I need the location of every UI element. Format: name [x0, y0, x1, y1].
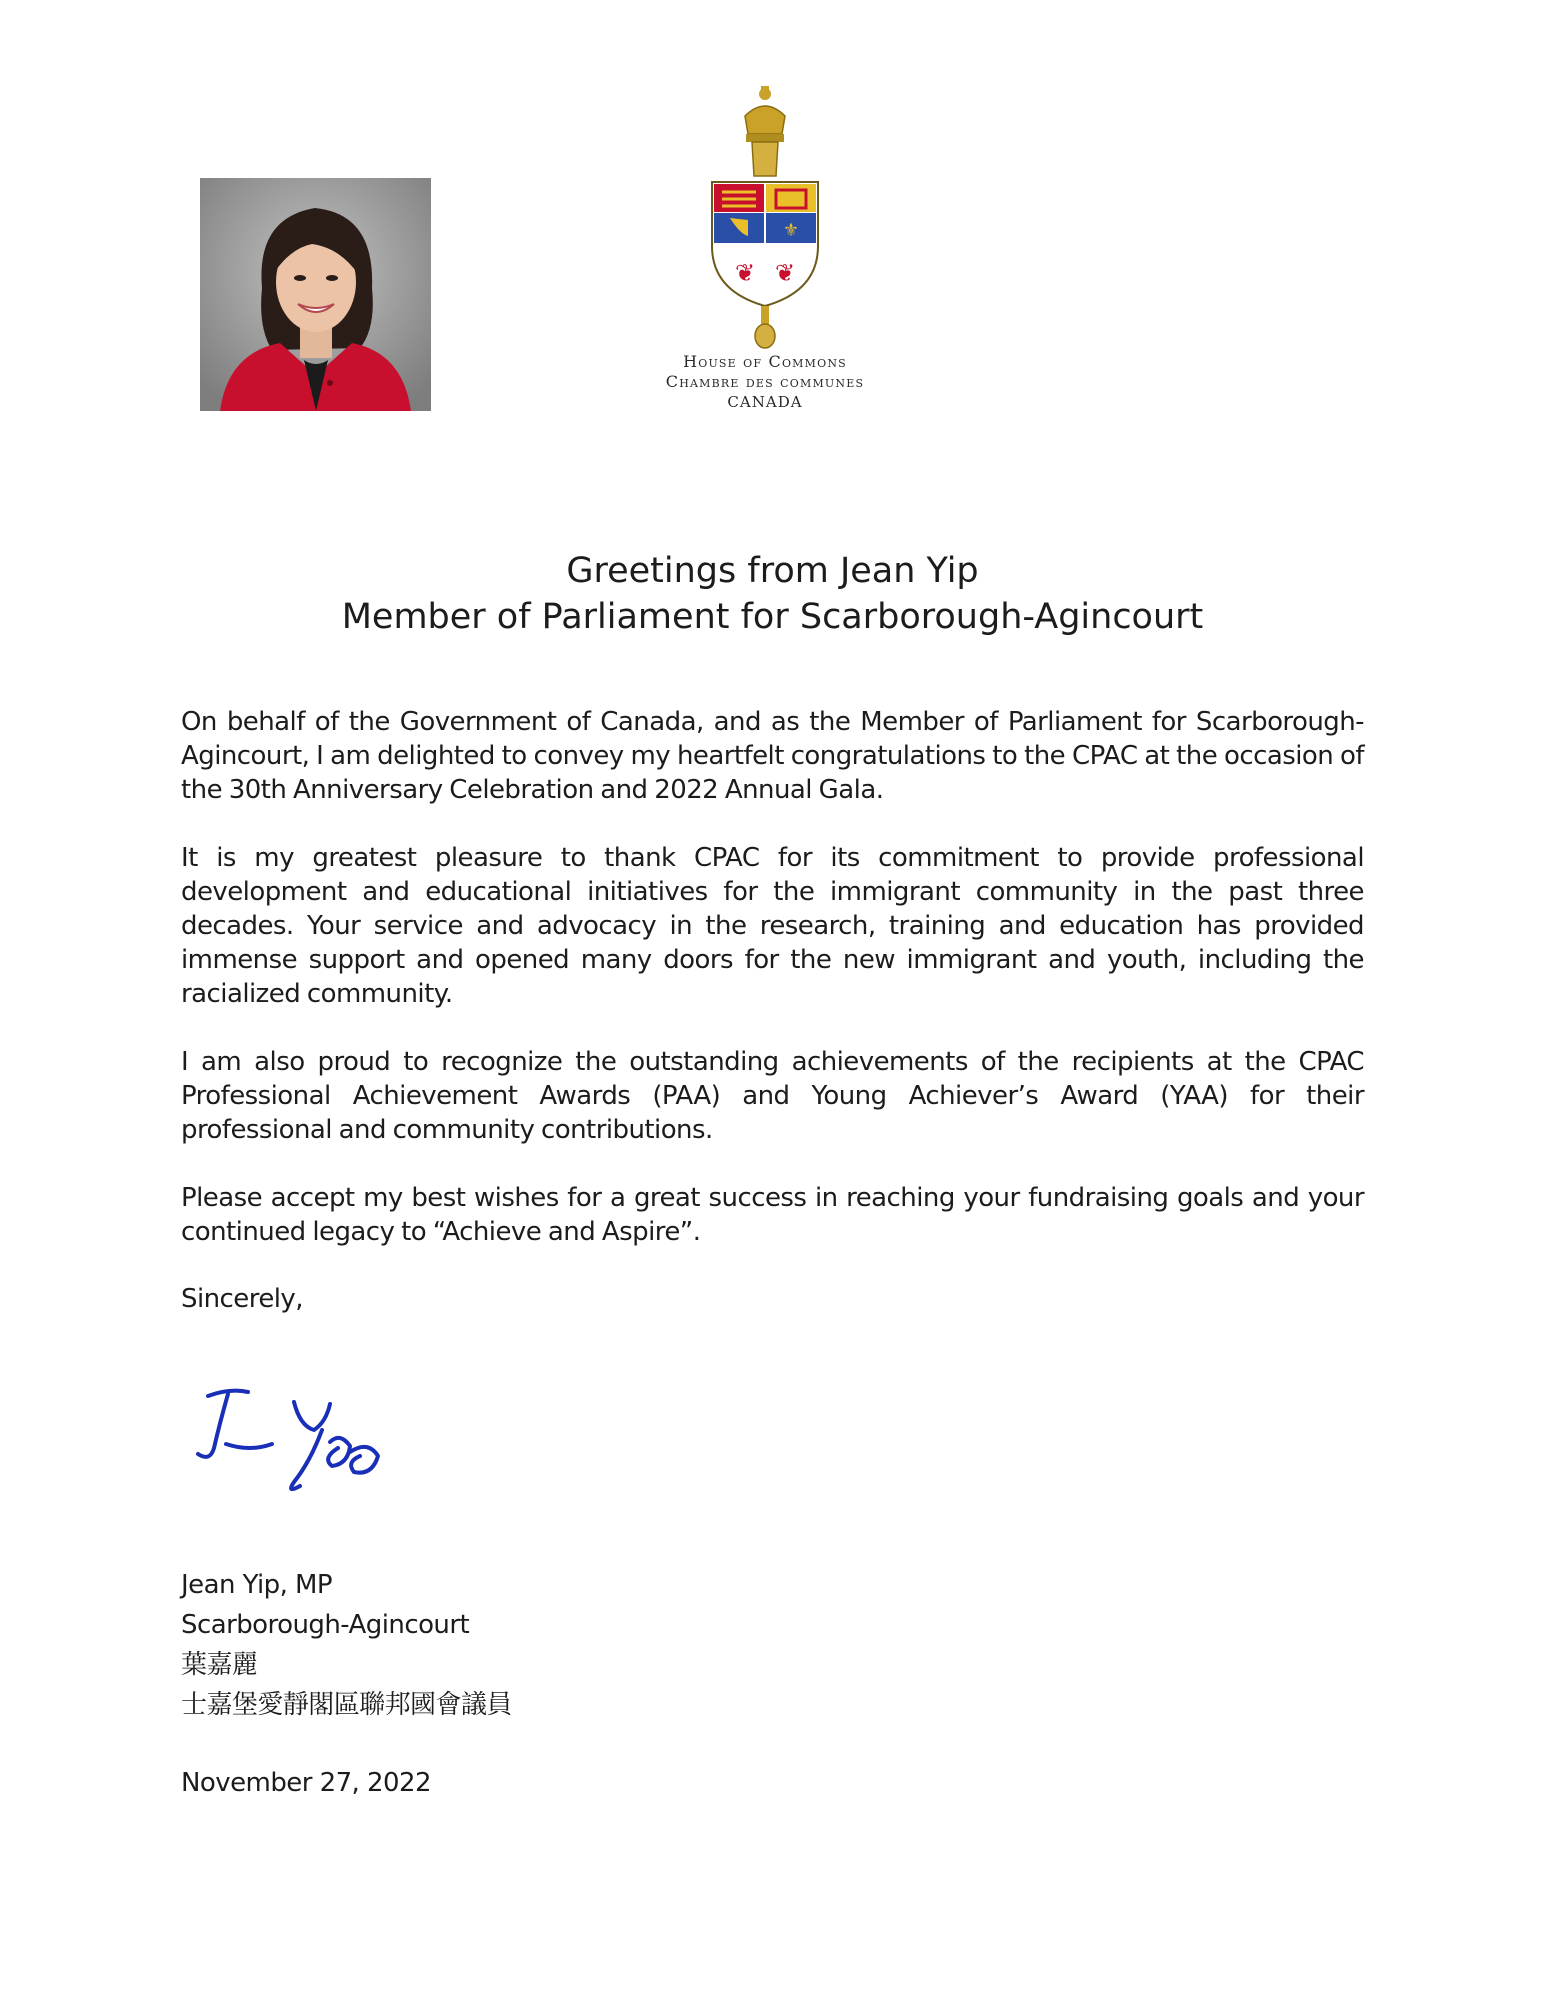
- body-paragraph-4: Please accept my best wishes for a great success in reaching your fundraising goals and your continued legacy to “Achieve and Aspire”.: [181, 1183, 1364, 1247]
- logo-line-2: Chambre des communes: [665, 372, 865, 391]
- letter-heading: [180, 548, 1365, 640]
- signer-name: Jean Yip, MP: [181, 1570, 333, 1600]
- signoff-block: [181, 1565, 512, 1725]
- closing-salutation: Sincerely,: [181, 1284, 303, 1314]
- logo-line-3: CANADA: [727, 393, 803, 411]
- house-of-commons-crest: [690, 86, 840, 350]
- body-paragraph-1: On behalf of the Government of Canada, and as the Member of Parliament for Scarborough-Agincourt, I am delighted to convey my heartfelt congratulations to the CPAC at the occasion of the 30th Anniversary Celebration and 2022 Annual Gala.: [181, 707, 1364, 805]
- heading-line-1: Greetings from Jean Yip: [566, 551, 979, 591]
- letter-date: November 27, 2022: [181, 1768, 431, 1798]
- heading-line-2: Member of Parliament for Scarborough-Agincourt: [341, 597, 1204, 637]
- letter-body: [181, 705, 1364, 1283]
- house-of-commons-logo-text: [600, 352, 930, 412]
- signer-chinese-title: 士嘉堡愛靜閣區聯邦國會議員: [181, 1690, 512, 1720]
- handwritten-signature: [190, 1382, 390, 1507]
- body-paragraph-2: It is my greatest pleasure to thank CPAC for its commitment to provide professional development and educational initiatives for the immigrant community in the past three decades. Your service and advocacy in the research, training and education has provided immense support and opened many doors for the new immigrant and youth, including the racialized community.: [181, 843, 1364, 1009]
- svg-text:❦: ❦: [734, 259, 756, 287]
- signer-chinese-name: 葉嘉麗: [181, 1650, 258, 1680]
- svg-text:⚜: ⚜: [782, 220, 800, 241]
- body-paragraph-3: I am also proud to recognize the outstanding achievements of the recipients at the CPAC Professional Achievement Awards (PAA) and Young Achiever’s Award (YAA) for their professional and community contributions.: [181, 1047, 1364, 1145]
- logo-line-1: House of Commons: [683, 352, 847, 371]
- portrait-photo: [200, 178, 431, 411]
- signer-riding: Scarborough-Agincourt: [181, 1610, 470, 1640]
- svg-text:❦: ❦: [774, 259, 796, 287]
